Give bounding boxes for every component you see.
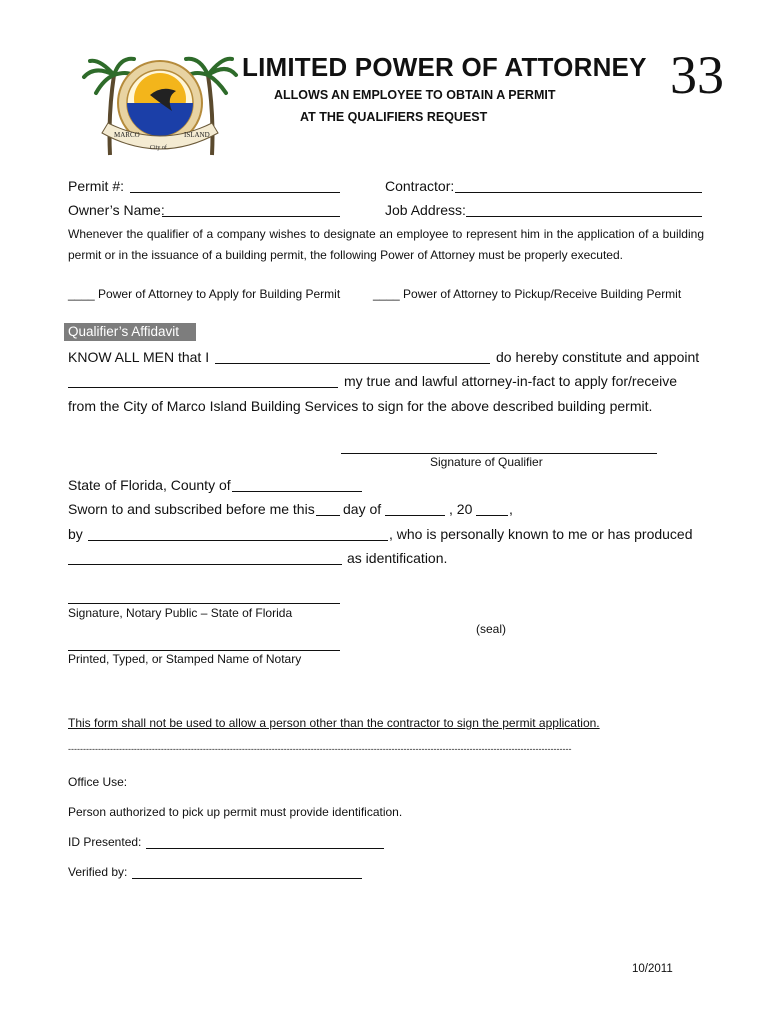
office-use-heading: Office Use: [68,775,128,789]
owner-name-field[interactable] [162,216,340,217]
sworn-day-field[interactable] [316,515,340,516]
owner-name-label: Owner’s Name: [68,202,165,218]
notary-printed-name-field[interactable] [68,650,340,651]
dashed-divider: ------------------------------------------------------------------------------------------------------------------------------------------------------------------------ [68,744,572,754]
qualifier-name-field[interactable] [215,363,490,364]
apply-permit-blank[interactable]: ____ [68,287,95,301]
job-address-label: Job Address: [385,202,466,218]
city-seal-logo [80,45,240,165]
notary-printed-name-caption: Printed, Typed, or Stamped Name of Notary [68,652,302,666]
permit-number-field[interactable] [130,192,340,193]
apply-permit-label: Power of Attorney to Apply for Building Permit [98,287,341,301]
id-presented-field[interactable] [146,848,384,849]
person-name-field[interactable] [88,540,388,541]
contractor-field[interactable] [455,192,702,193]
apply-permit-option[interactable] [68,287,340,301]
office-use-note: Person authorized to pick up permit must provide identification. [68,805,403,819]
pickup-permit-option[interactable] [373,287,681,301]
form-subtitle-line1: ALLOWS AN EMPLOYEE TO OBTAIN A PERMIT [274,88,556,102]
verified-by-field[interactable] [132,878,362,879]
permit-number-label: Permit #: [68,178,125,194]
form-title: LIMITED POWER OF ATTORNEY [242,52,647,82]
known-text: , who is personally known to me or has produced [389,526,693,542]
sworn-label: Sworn to and subscribed before me this [68,501,315,517]
pickup-permit-blank[interactable]: ____ [373,287,400,301]
as-identification-text: as identification. [347,550,448,566]
revision-date: 10/2011 [632,963,673,975]
intro-paragraph: Whenever the qualifier of a company wishes to designate an employee to represent him in the application of a building permit or in the issuance of a building permit, the following Power of Attorney must be properly executed. [68,227,704,262]
affidavit-line1-end: do hereby constitute and appoint [496,349,700,365]
id-presented-label: ID Presented: [68,835,142,849]
notary-signature-caption: Signature, Notary Public – State of Florida [68,606,293,620]
sworn-day-of-label: day of [343,501,382,517]
notary-signature-field[interactable] [68,603,340,604]
identification-field[interactable] [68,564,342,565]
seal-text-bottom: City of [150,145,167,151]
county-field[interactable] [232,491,362,492]
form-number: 33 [670,45,724,105]
affidavit-line2-end: my true and lawful attorney-in-fact to apply for/receive [344,373,678,389]
seal-text-right: ISLAND [184,131,210,139]
sworn-year-label: , 20 [449,501,473,517]
attorney-in-fact-name-field[interactable] [68,387,338,388]
form-subtitle-line2: AT THE QUALIFIERS REQUEST [300,110,488,124]
verified-by-label: Verified by: [68,865,128,879]
seal-text-left: MARCO [114,131,140,139]
by-label: by [68,526,83,542]
pickup-permit-label: Power of Attorney to Pickup/Receive Building Permit [403,287,682,301]
affidavit-line3: from the City of Marco Island Building Services to sign for the above described building permit. [68,398,653,414]
job-address-field[interactable] [466,216,702,217]
qualifier-signature-caption: Signature of Qualifier [430,455,543,469]
form-usage-notice: This form shall not be used to allow a person other than the contractor to sign the permit application. [68,716,600,730]
contractor-label: Contractor: [385,178,455,194]
seal-label: (seal) [476,622,507,636]
sworn-month-field[interactable] [385,515,445,516]
qualifiers-affidavit-heading: Qualifier’s Affidavit [64,323,196,341]
sworn-year-field[interactable] [476,515,508,516]
state-county-label: State of Florida, County of [68,477,231,493]
sworn-comma: , [509,501,513,517]
qualifier-signature-field[interactable] [341,453,657,454]
affidavit-line1-start: KNOW ALL MEN that I [68,349,210,365]
